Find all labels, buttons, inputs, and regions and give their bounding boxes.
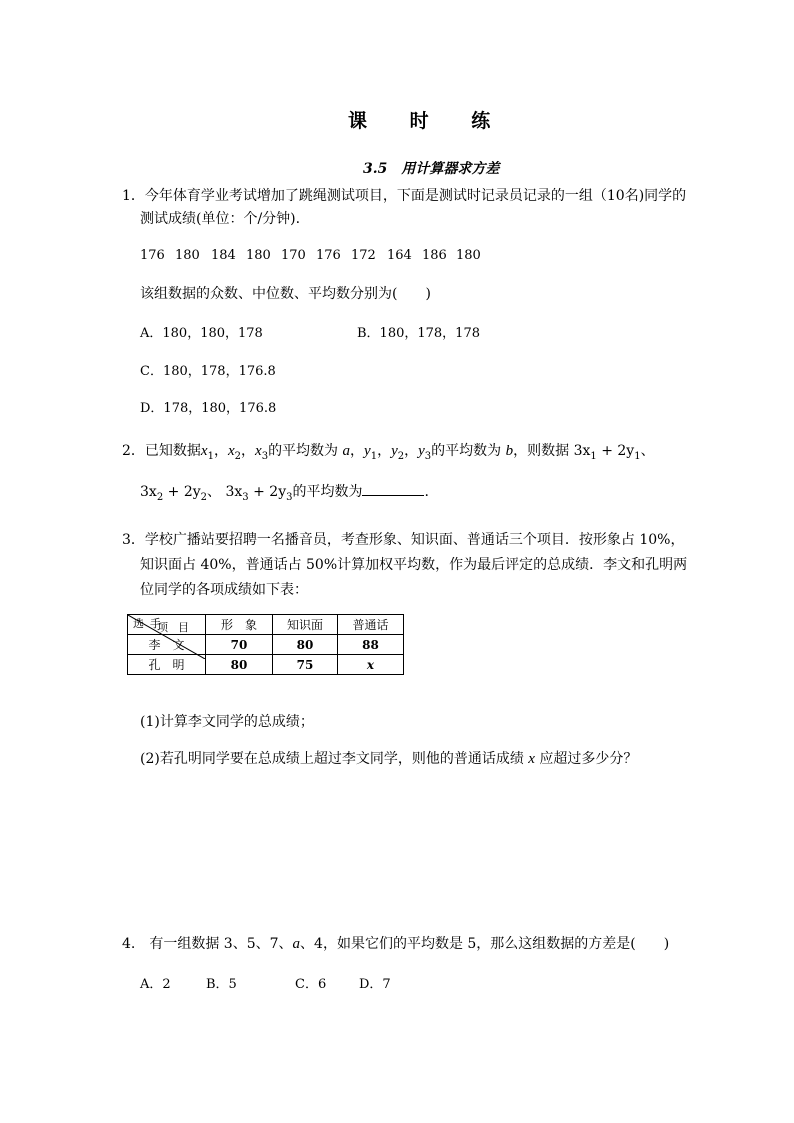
corner-label-contestant: 选手 [133,617,167,630]
q4-text: 4. 有一组数据 3、5、7、a、4，如果它们的平均数是 5，那么这组数据的方差是( ) [122,936,670,952]
table-cell: 80 [206,655,273,675]
data-value: 186 [422,248,447,263]
section-subtitle: 3.5 用计算器求方差 [363,161,500,177]
table-header: 知识面 [273,615,338,635]
q3-line3: 位同学的各项成绩如下表： [140,582,308,598]
data-value: 164 [387,248,412,263]
q3-sub2: (2)若孔明同学要在总成绩上超过李文同学，则他的普通话成绩 x 应超过多少分？ [140,751,638,767]
table-corner-cell [128,615,206,635]
q1-option-b: B．180，178，178 [357,326,480,341]
data-value: 180 [175,248,200,263]
q1-option-c: C．180，178，176.8 [140,364,276,379]
q1-question: 该组数据的众数、中位数、平均数分别为( ) [140,286,431,302]
data-value: 170 [281,248,306,263]
table-cell: 75 [273,655,338,675]
q1-option-d: D．178，180，176.8 [140,401,277,416]
corner-label-item: 项目 [157,621,199,634]
page-title: 课 时 练 [348,110,509,132]
data-value: 176 [140,248,165,263]
row-name: 李 文 [128,635,206,655]
data-value: 176 [316,248,341,263]
row-name: 孔 明 [128,655,206,675]
table-header-row [128,615,404,635]
table-cell: 80 [273,635,338,655]
q3-line1: 3．学校广播站要招聘一名播音员，考查形象、知识面、普通话三个项目．按形象占 10%， [122,532,685,548]
table-cell: 70 [206,635,273,655]
q4-option-c: C．6 [295,977,327,992]
q4-options [140,973,391,992]
answer-blank[interactable] [362,481,424,496]
q1-data-row [140,248,481,263]
q1-option-a: A．180，180，178 [140,326,263,341]
data-value: 172 [351,248,376,263]
q1-line1: 1．今年体育学业考试增加了跳绳测试项目，下面是测试时记录员记录的一组（10名)同学的 [122,188,687,204]
data-value: 180 [456,248,481,263]
q4-option-d: D．7 [359,977,391,992]
q4-option-a: A．2 [140,977,171,992]
q4-option-b: B．5 [206,977,237,992]
score-table [127,614,404,675]
q2-line1: 2．已知数据$x_1$，$x_2$，$x_3$的平均数为 a，$y_1$，$y_2$，$y_3$的平均数为 b，则数据 $3x_1 + 2y_1$、 [122,443,655,462]
data-value: 184 [211,248,236,263]
table-header: 普通话 [338,615,404,635]
table-header: 形 象 [206,615,273,635]
q1-line2: 测试成绩(单位：个/分钟). [140,211,301,227]
table-cell: 88 [338,635,404,655]
q2-line2: $3x_2 + 2y_2$、 $3x_3 + 2y_3$的平均数为 . [140,481,429,508]
q3-line2: 知识面占 40%，普通话占 50%计算加权平均数，作为最后评定的总成绩．李文和孔明两 [140,557,688,573]
q3-sub1: (1)计算李文同学的总成绩； [140,714,314,730]
table-cell: x [338,655,404,675]
data-value: 180 [246,248,271,263]
